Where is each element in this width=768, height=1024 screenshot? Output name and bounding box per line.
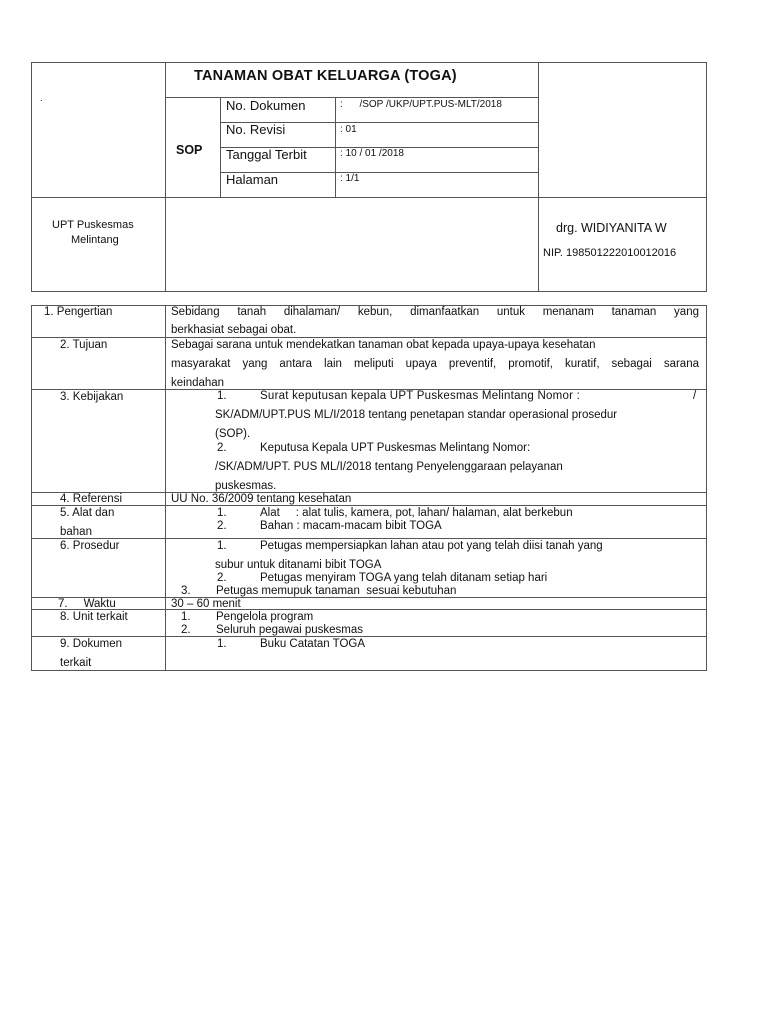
no-dokumen-label: No. Dokumen — [226, 98, 306, 113]
signer-nip: NIP. 198501222010012016 — [543, 247, 677, 259]
header-divider-mid — [31, 197, 707, 198]
tujuan-text-line3: keindahan — [171, 377, 225, 389]
unit-terkait-label: 8. Unit terkait — [60, 611, 128, 623]
tujuan-text-line2: masyarakat yang antara lain meliputi upaya preventif, promotif, kuratif, sebagai sarana — [171, 358, 699, 370]
no-revisi-label: No. Revisi — [226, 122, 286, 137]
tanggal-terbit-label: Tanggal Terbit — [226, 147, 307, 162]
referensi-text: UU No. 36/2009 tentang kesehatan — [171, 493, 352, 505]
pengertian-label: 1. Pengertian — [44, 306, 113, 318]
kebijakan-item1-number: 1. — [217, 390, 227, 402]
kebijakan-item1-line1: Surat keputusan kepala UPT Puskesmas Melintang Nomor : — [260, 390, 581, 402]
unit-item1-number: 1. — [181, 611, 191, 623]
kebijakan-item2-number: 2. — [217, 442, 227, 454]
no-revisi-value: : 01 — [340, 124, 357, 135]
kebijakan-item1-line3: (SOP). — [215, 428, 251, 440]
signer-name: drg. WIDIYANITA W — [556, 221, 667, 235]
prosedur-item1-line1: Petugas mempersiapkan lahan atau pot yang telah diisi tanah yang — [260, 540, 603, 552]
row-line-8 — [31, 636, 707, 637]
tujuan-label: 2. Tujuan — [60, 339, 108, 351]
body-column-divider — [165, 305, 166, 671]
header-dot: . — [40, 93, 43, 104]
alat-item2-text: Bahan : macam-macam bibit TOGA — [260, 520, 442, 532]
alat-label-line2: bahan — [60, 526, 92, 538]
prosedur-item2-number: 2. — [217, 572, 227, 584]
dokumen-item-number: 1. — [217, 638, 227, 650]
waktu-text: 30 – 60 menit — [171, 598, 241, 610]
prosedur-item2-text: Petugas menyiram TOGA yang telah ditanam setiap hari — [260, 572, 548, 584]
header-divider-right — [538, 62, 539, 292]
row-line-3 — [31, 492, 707, 493]
pengertian-text-line2: berkhasiat sebagai obat. — [171, 324, 297, 336]
kebijakan-item2-line1: Keputusa Kepala UPT Puskesmas Melintang Nomor: — [260, 442, 531, 454]
referensi-label: 4. Referensi — [60, 493, 123, 505]
dokumen-item-text: Buku Catatan TOGA — [260, 638, 366, 650]
prosedur-label: 6. Prosedur — [60, 540, 120, 552]
unit-item1-text: Pengelola program — [216, 611, 314, 623]
sop-label: SOP — [176, 143, 203, 157]
prosedur-item1-number: 1. — [217, 540, 227, 552]
row-line-7 — [31, 609, 707, 610]
alat-item2-number: 2. — [217, 520, 227, 532]
no-dokumen-value: : /SOP /UKP/UPT.PUS-MLT/2018 — [340, 99, 502, 110]
dokumen-label-line1: 9. Dokumen — [60, 638, 123, 650]
unit-item2-number: 2. — [181, 624, 191, 636]
document-title: TANAMAN OBAT KELUARGA (TOGA) — [194, 68, 457, 84]
org-name-line1: UPT Puskesmas — [52, 219, 134, 231]
halaman-label: Halaman — [226, 172, 279, 187]
waktu-label: 7. Waktu — [58, 598, 116, 610]
alat-item1-number: 1. — [217, 507, 227, 519]
kebijakan-item2-line3: puskesmas. — [215, 480, 277, 492]
prosedur-item1-line2: subur untuk ditanami bibit TOGA — [215, 559, 382, 571]
tanggal-terbit-value: : 10 / 01 /2018 — [340, 148, 404, 159]
prosedur-item3-number: 3. — [181, 585, 191, 597]
halaman-value: : 1/1 — [340, 173, 360, 184]
alat-item1-text: Alat : alat tulis, kamera, pot, lahan/ halaman, alat berkebun — [260, 507, 573, 519]
unit-item2-text: Seluruh pegawai puskesmas — [216, 624, 364, 636]
kebijakan-item1-slash: / — [693, 390, 697, 402]
kebijakan-item2-line2: /SK/ADM/UPT. PUS ML/I/2018 tentang Penyelenggaraan pelayanan — [215, 461, 563, 473]
org-name-line2: Melintang — [71, 234, 119, 246]
kebijakan-label: 3. Kebijakan — [60, 391, 124, 403]
pengertian-text-line1: Sebidang tanah dihalaman/ kebun, dimanfaatkan untuk menanam tanaman yang — [171, 306, 699, 318]
prosedur-item3-text: Petugas memupuk tanaman sesuai kebutuhan — [216, 585, 457, 597]
alat-label-line1: 5. Alat dan — [60, 507, 115, 519]
tujuan-text-line1: Sebagai sarana untuk mendekatkan tanaman obat kepada upaya-upaya kesehatan — [171, 339, 596, 351]
dokumen-label-line2: terkait — [60, 657, 92, 669]
kebijakan-item1-line2: SK/ADM/UPT.PUS ML/I/2018 tentang penetapan standar operasional prosedur — [215, 409, 618, 421]
